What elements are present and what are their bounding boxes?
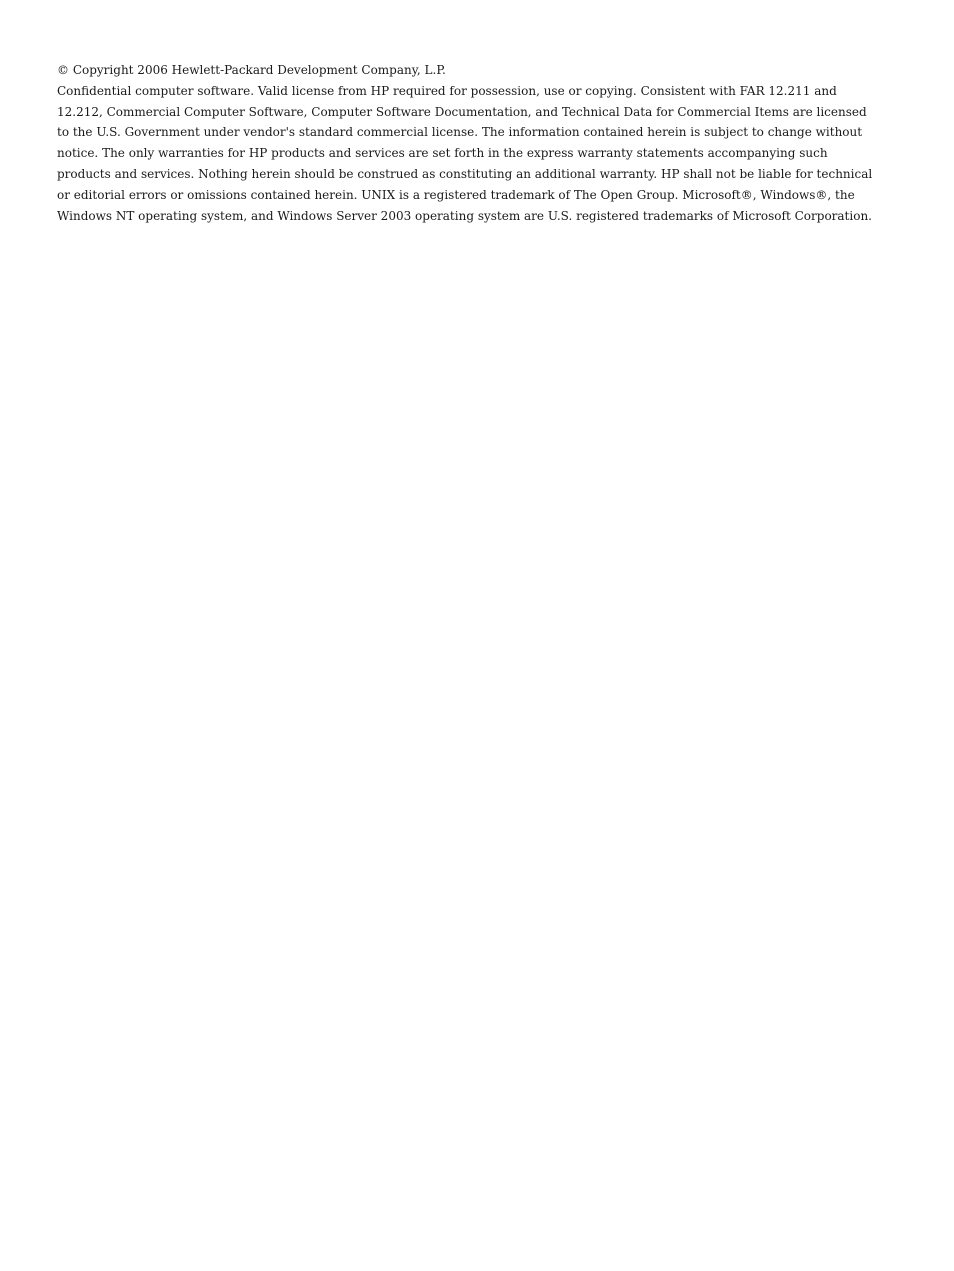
license-notice-paragraph: Confidential computer software. Valid license from HP required for possession, use or copying. Consistent with FAR 12.211 and 12.212, Commercial Computer Software, Computer Software Documentation, and Technical Data for Commercial Items are licensed to the U.S. Government under vendor's standard commercial license. The information contained herein is subject to change without notice. The only warranties for HP products and services are set forth in the express warranty statements accompanying such products and services. Nothing herein should be construed as constituting an additional warranty. HP shall not be liable for technical or editorial errors or omissions contained herein. UNIX is a registered trademark of The Open Group. Microsoft®, Windows®, the Windows NT operating system, and Windows Server 2003 operating system are U.S. registered trademarks of Microsoft Corporation. [57,83,873,223]
legal-notice-block [57,60,875,226]
copyright-statement: © Copyright 2006 Hewlett-Packard Development Company, L.P. [57,63,446,77]
